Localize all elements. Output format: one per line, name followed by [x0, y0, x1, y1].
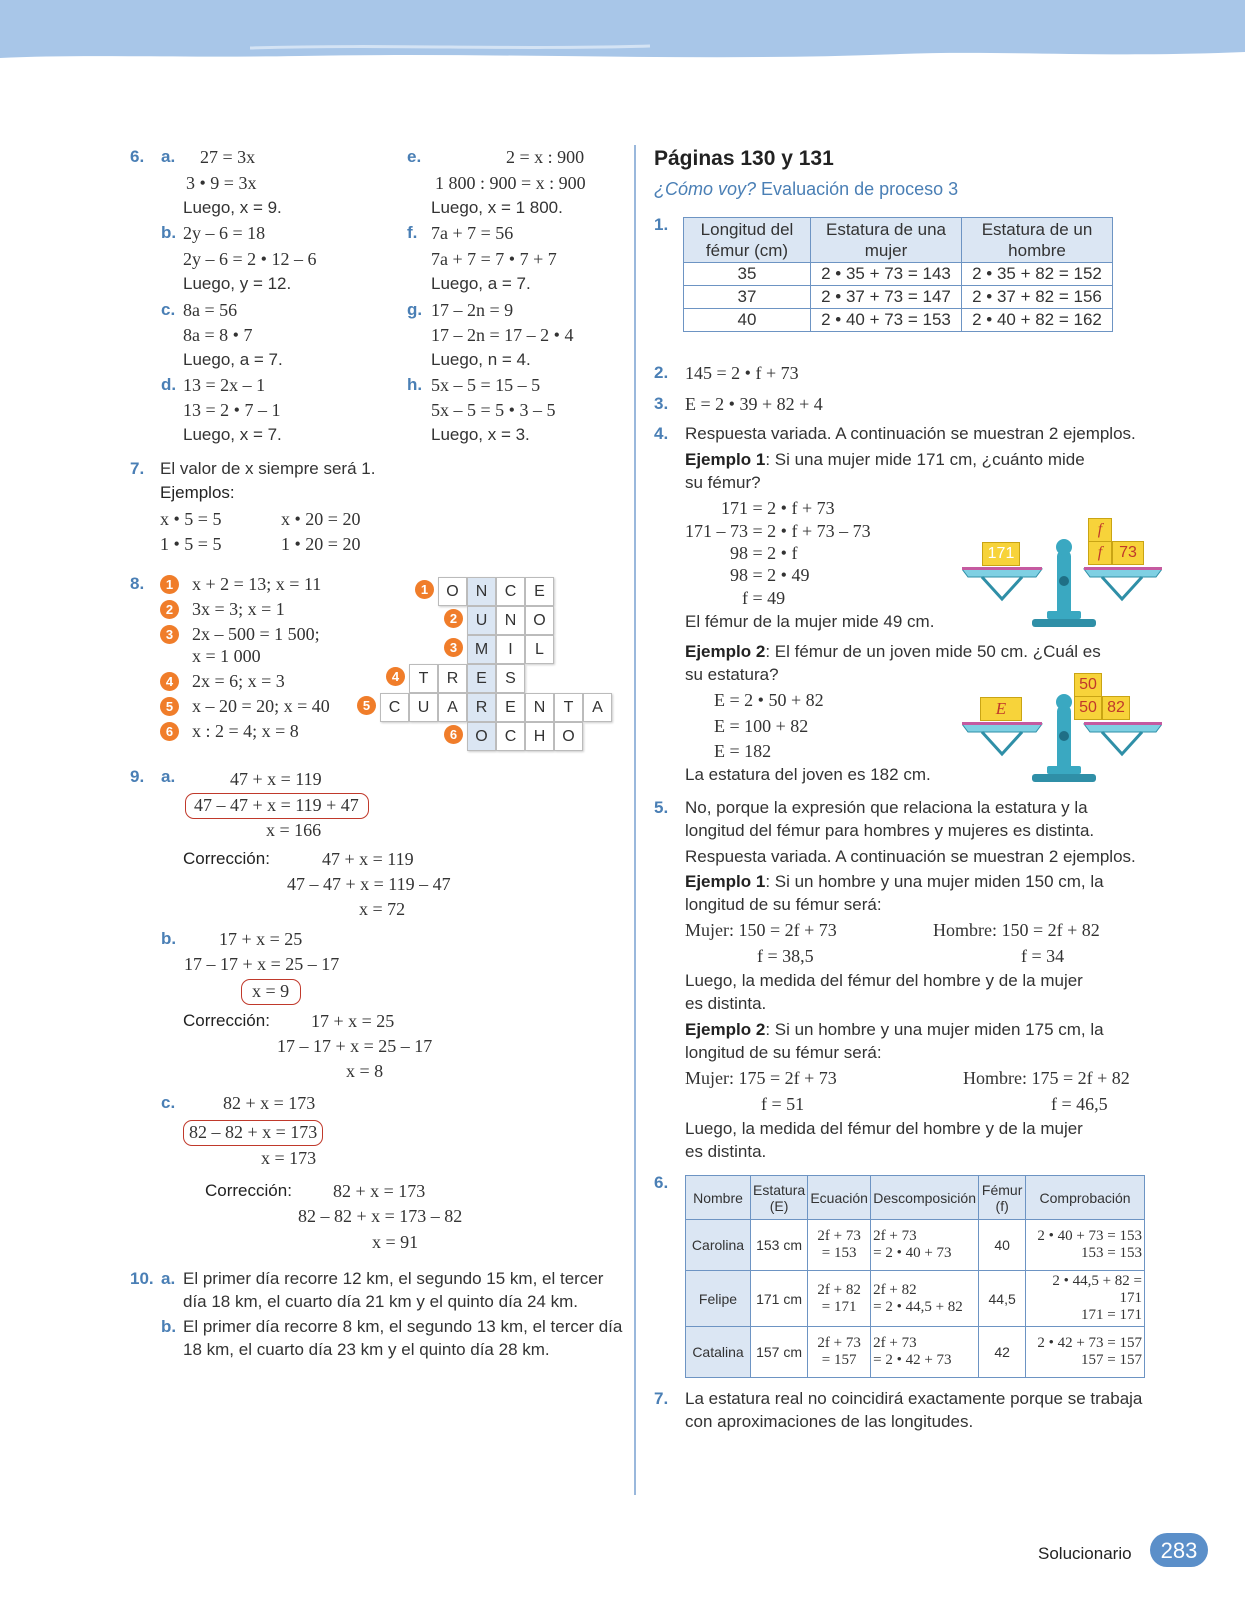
- subtitle-rest: Evaluación de proceso 3: [756, 179, 959, 199]
- ex7-example4: 1 • 20 = 20: [281, 534, 361, 554]
- table-header: Estatura (E): [751, 1176, 808, 1220]
- ex10-number: 10.: [130, 1269, 154, 1288]
- ex9c-corr3: x = 91: [372, 1232, 419, 1252]
- table-header-row: [684, 218, 1113, 263]
- q2-text: 145 = 2 • f + 73: [685, 363, 799, 383]
- ex6e-line3: Luego, x = 1 800.: [431, 198, 563, 217]
- q4-step1: 171 = 2 • f + 73: [721, 498, 835, 518]
- table-cell: 157 cm: [751, 1327, 808, 1378]
- q5-example2-label: Ejemplo 2: [685, 1020, 766, 1039]
- ex6f-line3: Luego, a = 7.: [431, 274, 531, 293]
- ex9a-line2: 47 – 47 + x = 119 + 47: [194, 795, 359, 815]
- ex9c-line2: 82 – 82 + x = 173: [189, 1122, 318, 1142]
- ex6b-letter: b.: [161, 223, 177, 242]
- cell-line: 2f + 73: [873, 1228, 917, 1244]
- cell-line: = 153: [821, 1245, 857, 1261]
- table-cell: [871, 1271, 979, 1327]
- ex9b-line3: x = 9: [252, 981, 290, 1001]
- ex6c-line1: 8a = 56: [183, 300, 238, 320]
- table-cell: 37: [684, 286, 811, 309]
- subtitle-question: ¿Cómo voy?: [654, 179, 757, 199]
- table-cell: [1026, 1327, 1145, 1378]
- cell-line: = 157: [821, 1352, 857, 1368]
- ex9-number: 9.: [130, 767, 145, 786]
- table-cell: Carolina: [686, 1220, 751, 1271]
- q5-example2: [685, 1019, 1104, 1041]
- table-header: Ecuación: [808, 1176, 871, 1220]
- ex6c-letter: c.: [161, 300, 176, 319]
- crossword-cell: O: [525, 606, 554, 635]
- q4-example1-text2: su fémur?: [685, 473, 761, 492]
- q4-step4: 98 = 2 • 49: [730, 565, 810, 585]
- cell-line: 2f + 73: [817, 1335, 861, 1351]
- column-divider: [634, 145, 636, 1495]
- q5-man2-result: f = 46,5: [1051, 1094, 1108, 1114]
- q5-man1: Hombre: 150 = 2f + 82: [933, 920, 1100, 940]
- weight-block: 82: [1102, 696, 1130, 720]
- table-cell: [871, 1327, 979, 1378]
- ex8-marker-3: 3: [160, 625, 179, 644]
- crossword-cell: I: [496, 635, 525, 664]
- table-row: [686, 1220, 1145, 1271]
- q3-number: 3.: [654, 394, 669, 413]
- cell-line: = 2 • 44,5 + 82: [873, 1298, 963, 1315]
- ex8-item-6: x : 2 = 4; x = 8: [192, 721, 299, 741]
- table-cell: [1026, 1271, 1145, 1327]
- q4-example2-label: Ejemplo 2: [685, 642, 766, 661]
- ex6d-line1: 13 = 2x – 1: [183, 375, 266, 395]
- table-row: [684, 263, 1113, 286]
- cell-line: 2f + 82: [817, 1281, 861, 1298]
- q5-conclusion1: Luego, la medida del fémur del hombre y de la mujer: [685, 971, 1083, 990]
- q5-example1-text2: longitud de su fémur será:: [685, 895, 882, 914]
- table-row: [684, 309, 1113, 332]
- q4-step6: E = 2 • 50 + 82: [714, 690, 824, 710]
- ex6a-line3: Luego, x = 9.: [183, 198, 282, 217]
- ex9b-corr1: 17 + x = 25: [311, 1011, 395, 1031]
- balance-scale-icon: [962, 521, 1162, 630]
- crossword-cell: C: [496, 722, 525, 751]
- q1-number: 1.: [654, 215, 669, 234]
- table-header: Fémur (f): [979, 1176, 1026, 1220]
- weight-block: E: [980, 697, 1022, 721]
- q5-line3: Respuesta variada. A continuación se muestran 2 ejemplos.: [685, 847, 1136, 866]
- ex10a-letter: a.: [161, 1269, 176, 1288]
- ex6c-line2: 8a = 8 • 7: [183, 325, 253, 345]
- ex6g-line3: Luego, n = 4.: [431, 350, 531, 369]
- q4-example1: [685, 449, 1085, 471]
- equation-table: [685, 1175, 1145, 1378]
- crossword-cell: A: [583, 693, 612, 722]
- section-subtitle: [654, 178, 958, 200]
- ex9b-line2: 17 – 17 + x = 25 – 17: [184, 954, 340, 974]
- table-cell: 2 • 35 + 82 = 152: [962, 263, 1113, 286]
- cell-line: 2f + 73: [873, 1335, 917, 1351]
- table-cell: Felipe: [686, 1271, 751, 1327]
- table-cell: [808, 1220, 871, 1271]
- table-header: Longitud del fémur (cm): [684, 218, 811, 263]
- q4-example1-text: : Si una mujer mide 171 cm, ¿cuánto mide: [765, 450, 1085, 469]
- crossword-cell: N: [467, 577, 496, 606]
- table-cell: 2 • 40 + 73 = 153: [811, 309, 962, 332]
- cell-line: 171 = 171: [1081, 1307, 1142, 1323]
- crossword-cell: U: [409, 693, 438, 722]
- ex6d-line2: 13 = 2 • 7 – 1: [183, 400, 281, 420]
- crossword-cell: N: [525, 693, 554, 722]
- cell-line: 2f + 73: [817, 1228, 861, 1244]
- q5-conclusion2b: es distinta.: [685, 1142, 767, 1161]
- crossword-cell: O: [554, 722, 583, 751]
- page-number: 283: [1160, 1538, 1198, 1563]
- crossword-cell: O: [438, 577, 467, 606]
- ex9a-correction-label: Corrección:: [183, 849, 270, 868]
- table-row: [686, 1271, 1145, 1327]
- q5-example1-text: : Si un hombre y una mujer miden 150 cm, la: [765, 872, 1104, 891]
- weight-block: 50: [1074, 673, 1102, 697]
- table-header: Comprobación: [1026, 1176, 1145, 1220]
- crossword-cell: L: [525, 635, 554, 664]
- ex6g-letter: g.: [407, 300, 423, 319]
- crossword-label-5: 5: [357, 696, 376, 715]
- top-banner: [0, 0, 1245, 75]
- crossword-cell: C: [380, 693, 409, 722]
- ex6f-letter: f.: [407, 223, 418, 242]
- ex9c-correction-label: Corrección:: [205, 1181, 292, 1200]
- table-header: Estatura de un hombre: [962, 218, 1113, 263]
- cell-line: = 171: [821, 1298, 857, 1315]
- ex10b-line1: El primer día recorre 8 km, el segundo 13 km, el tercer día: [183, 1317, 623, 1336]
- ex6b-line1: 2y – 6 = 18: [183, 223, 266, 243]
- ex6g-line1: 17 – 2n = 9: [431, 300, 514, 320]
- table-row: [686, 1327, 1145, 1378]
- q5-line1: No, porque la expresión que relaciona la estatura y la: [685, 798, 1088, 817]
- q5-conclusion1b: es distinta.: [685, 994, 767, 1013]
- weight-block: 171: [982, 542, 1020, 566]
- q5-woman2-result: f = 51: [761, 1094, 805, 1114]
- cell-line: 2 • 40 + 73 = 153: [1037, 1228, 1142, 1244]
- q5-conclusion2: Luego, la medida del fémur del hombre y de la mujer: [685, 1119, 1083, 1138]
- q5-number: 5.: [654, 798, 669, 817]
- table-cell: 35: [684, 263, 811, 286]
- ex8-item-3: 2x – 500 = 1 500;: [192, 624, 320, 644]
- ex10a-line1: El primer día recorre 12 km, el segundo 15 km, el tercer: [183, 1269, 604, 1288]
- ex9a-line1: 47 + x = 119: [230, 769, 322, 789]
- ex8-marker-4: 4: [160, 672, 179, 691]
- table-row: [684, 286, 1113, 309]
- q4-intro: Respuesta variada. A continuación se muestran 2 ejemplos.: [685, 424, 1136, 443]
- ex6d-line3: Luego, x = 7.: [183, 425, 282, 444]
- ex9a-corr1: 47 + x = 119: [322, 849, 414, 869]
- ex6h-line1: 5x – 5 = 15 – 5: [431, 375, 541, 395]
- crossword-cell: C: [496, 577, 525, 606]
- q4-conclusion1: El fémur de la mujer mide 49 cm.: [685, 612, 935, 631]
- ex7-example3: 1 • 5 = 5: [160, 534, 222, 554]
- ex8-item-3b: x = 1 000: [192, 646, 261, 666]
- crossword-cell: E: [467, 664, 496, 693]
- crossword-cell: E: [525, 577, 554, 606]
- q5-example2-text2: longitud de su fémur será:: [685, 1043, 882, 1062]
- q2-number: 2.: [654, 363, 669, 382]
- ex6a-line1: 27 = 3x: [200, 147, 256, 167]
- q4-number: 4.: [654, 424, 669, 443]
- ex9c-letter: c.: [161, 1093, 176, 1112]
- ex7-text: El valor de x siempre será 1.: [160, 459, 376, 478]
- table-cell: 40: [979, 1220, 1026, 1271]
- table-cell: 2 • 35 + 73 = 143: [811, 263, 962, 286]
- ex9b-letter: b.: [161, 929, 177, 948]
- q4-example2-text2: su estatura?: [685, 665, 779, 684]
- ex9c-line1: 82 + x = 173: [223, 1093, 316, 1113]
- q3-text: E = 2 • 39 + 82 + 4: [685, 394, 823, 414]
- footer-label: Solucionario: [1038, 1544, 1132, 1563]
- ex9a-corr3: x = 72: [359, 899, 406, 919]
- crossword-label-4: 4: [386, 667, 405, 686]
- crossword-cell: A: [438, 693, 467, 722]
- cell-line: 157 = 157: [1081, 1352, 1142, 1368]
- q4-step7: E = 100 + 82: [714, 716, 809, 736]
- table-header: Descomposición: [871, 1176, 979, 1220]
- ex9a-letter: a.: [161, 767, 176, 786]
- ex10b-line2: 18 km, el cuarto día 23 km y el quinto día 28 km.: [183, 1340, 550, 1359]
- weight-block: 73: [1112, 541, 1144, 565]
- crossword-cell: O: [467, 722, 496, 751]
- q4-example2: [685, 641, 1101, 663]
- ex8-number: 8.: [130, 574, 145, 593]
- ex6e-line1: 2 = x : 900: [506, 147, 585, 167]
- q7-number: 7.: [654, 1389, 669, 1408]
- ex7-examples-label: Ejemplos:: [160, 483, 235, 502]
- table-cell: 2 • 40 + 82 = 162: [962, 309, 1113, 332]
- ex7-example1: x • 5 = 5: [160, 509, 222, 529]
- ex6d-letter: d.: [161, 375, 177, 394]
- ex10a-line2: día 18 km, el cuarto día 21 km y el quinto día 24 km.: [183, 1292, 578, 1311]
- q5-woman1-result: f = 38,5: [757, 946, 814, 966]
- table-cell: 2 • 37 + 73 = 147: [811, 286, 962, 309]
- q5-example1: [685, 871, 1104, 893]
- ex9a-line3: x = 166: [266, 820, 322, 840]
- ex8-item-5: x – 20 = 20; x = 40: [192, 696, 330, 716]
- ex6b-line2: 2y – 6 = 2 • 12 – 6: [183, 249, 317, 269]
- weight-block: f: [1088, 541, 1112, 565]
- ex6f-line2: 7a + 7 = 7 • 7 + 7: [431, 249, 557, 269]
- cell-line: 2 • 44,5 + 82 = 171: [1052, 1273, 1142, 1306]
- q5-man1-result: f = 34: [1021, 946, 1065, 966]
- table-cell: 171 cm: [751, 1271, 808, 1327]
- table-cell: 40: [684, 309, 811, 332]
- ex6g-line2: 17 – 2n = 17 – 2 • 4: [431, 325, 574, 345]
- crossword-label-1: 1: [415, 580, 434, 599]
- section-title: Páginas 130 y 131: [654, 147, 834, 170]
- crossword-label-3: 3: [444, 638, 463, 657]
- table-header: Nombre: [686, 1176, 751, 1220]
- ex7-example2: x • 20 = 20: [281, 509, 361, 529]
- table-cell: [871, 1220, 979, 1271]
- ex10b-letter: b.: [161, 1317, 177, 1336]
- q4-step2: 171 – 73 = 2 • f + 73 – 73: [685, 521, 871, 541]
- ex8-item-4: 2x = 6; x = 3: [192, 671, 285, 691]
- ex9c-line3: x = 173: [261, 1148, 317, 1168]
- ex9c-corr2: 82 – 82 + x = 173 – 82: [298, 1206, 463, 1226]
- ex8-item-1: x + 2 = 13; x = 11: [192, 574, 322, 594]
- q4-step3: 98 = 2 • f: [730, 543, 798, 563]
- q4-step5: f = 49: [742, 588, 786, 608]
- crossword-cell: T: [409, 664, 438, 693]
- femur-table: [683, 217, 1113, 332]
- cell-line: 2f + 82: [873, 1281, 917, 1298]
- q4-conclusion2: La estatura del joven es 182 cm.: [685, 765, 931, 784]
- table-cell: [808, 1271, 871, 1327]
- cell-line: = 2 • 40 + 73: [873, 1245, 952, 1261]
- ex8-marker-6: 6: [160, 722, 179, 741]
- table-cell: 153 cm: [751, 1220, 808, 1271]
- q6-number: 6.: [654, 1173, 669, 1192]
- ex6a-line2: 3 • 9 = 3x: [186, 173, 257, 193]
- crossword-cell: S: [496, 664, 525, 693]
- crossword-cell: H: [525, 722, 554, 751]
- cell-line: = 2 • 42 + 73: [873, 1352, 952, 1368]
- ex6e-line2: 1 800 : 900 = x : 900: [435, 173, 586, 193]
- crossword-cell: T: [554, 693, 583, 722]
- crossword-cell: R: [467, 693, 496, 722]
- cell-line: 153 = 153: [1081, 1245, 1142, 1261]
- crossword-cell: M: [467, 635, 496, 664]
- ex6c-line3: Luego, a = 7.: [183, 350, 283, 369]
- ex6a-letter: a.: [161, 147, 176, 166]
- cell-line: 2 • 42 + 73 = 157: [1037, 1335, 1142, 1351]
- table-header-row: [686, 1176, 1145, 1220]
- ex8-marker-2: 2: [160, 600, 179, 619]
- weight-block: f: [1088, 518, 1112, 542]
- balance-scale-icon: [962, 676, 1162, 785]
- crossword-cell: R: [438, 664, 467, 693]
- q5-woman1: Mujer: 150 = 2f + 73: [685, 920, 837, 940]
- q5-man2: Hombre: 175 = 2f + 82: [963, 1068, 1130, 1088]
- table-cell: Catalina: [686, 1327, 751, 1378]
- q7-line1: La estatura real no coincidirá exactamente porque se trabaja: [685, 1389, 1143, 1408]
- ex9b-corr3: x = 8: [346, 1061, 384, 1081]
- ex9b-line1: 17 + x = 25: [219, 929, 303, 949]
- crossword-cell: E: [496, 693, 525, 722]
- q5-woman2: Mujer: 175 = 2f + 73: [685, 1068, 837, 1088]
- table-cell: [808, 1327, 871, 1378]
- ex6b-line3: Luego, y = 12.: [183, 274, 292, 293]
- table-cell: [1026, 1220, 1145, 1271]
- ex6h-line3: Luego, x = 3.: [431, 425, 530, 444]
- ex6e-letter: e.: [407, 147, 422, 166]
- ex6h-line2: 5x – 5 = 5 • 3 – 5: [431, 400, 556, 420]
- ex8-marker-1: 1: [160, 575, 179, 594]
- q5-example1-label: Ejemplo 1: [685, 872, 766, 891]
- crossword-label-2: 2: [444, 609, 463, 628]
- weight-block: 50: [1074, 696, 1102, 720]
- ex6-number: 6.: [130, 147, 145, 166]
- q4-step8: E = 182: [714, 741, 772, 761]
- ex9a-corr2: 47 – 47 + x = 119 – 47: [287, 874, 451, 894]
- crossword-cell: U: [467, 606, 496, 635]
- q7-line2: con aproximaciones de las longitudes.: [685, 1412, 974, 1431]
- table-cell: 44,5: [979, 1271, 1026, 1327]
- ex6f-line1: 7a + 7 = 56: [431, 223, 514, 243]
- ex9c-corr1: 82 + x = 173: [333, 1181, 426, 1201]
- ex8-marker-5: 5: [160, 697, 179, 716]
- table-cell: 42: [979, 1327, 1026, 1378]
- table-header: Estatura de una mujer: [811, 218, 962, 263]
- ex6h-letter: h.: [407, 375, 423, 394]
- ex8-item-2: 3x = 3; x = 1: [192, 599, 285, 619]
- q5-example2-text: : Si un hombre y una mujer miden 175 cm, la: [765, 1020, 1104, 1039]
- q5-line2: longitud del fémur para hombres y mujeres es distinta.: [685, 821, 1095, 840]
- ex9b-correction-label: Corrección:: [183, 1011, 270, 1030]
- q4-example2-text: : El fémur de un joven mide 50 cm. ¿Cuál es: [765, 642, 1101, 661]
- q4-example1-label: Ejemplo 1: [685, 450, 766, 469]
- ex7-number: 7.: [130, 459, 145, 478]
- crossword-label-6: 6: [444, 725, 463, 744]
- crossword-cell: N: [496, 606, 525, 635]
- ex9b-corr2: 17 – 17 + x = 25 – 17: [277, 1036, 433, 1056]
- table-cell: 2 • 37 + 82 = 156: [962, 286, 1113, 309]
